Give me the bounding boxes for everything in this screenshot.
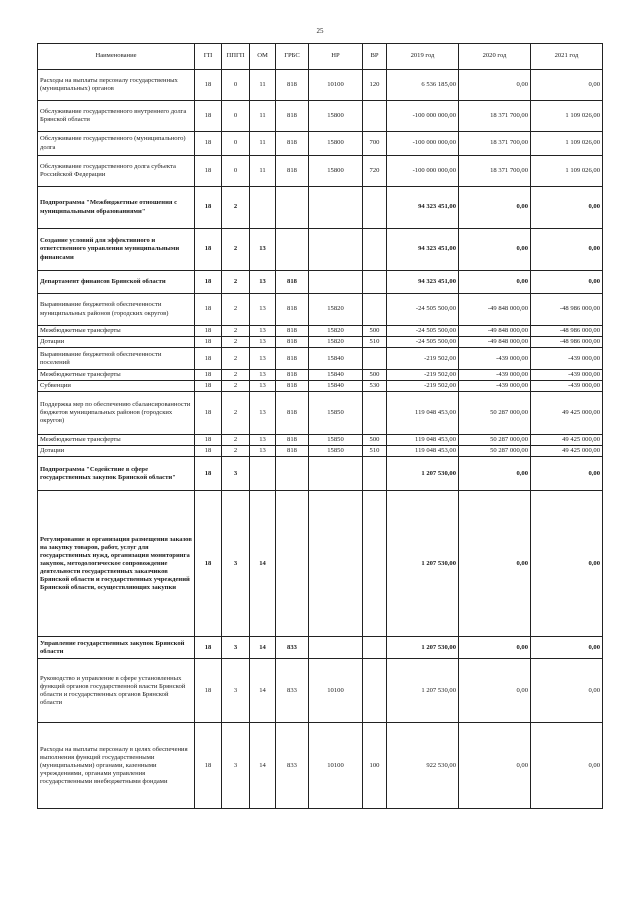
cell-y2020: 0,00 xyxy=(459,229,531,271)
cell-grbs xyxy=(276,457,309,491)
cell-ppgp: 3 xyxy=(222,457,250,491)
cell-y2020: -49 848 000,00 xyxy=(459,294,531,326)
cell-ppgp: 2 xyxy=(222,392,250,435)
cell-gp: 18 xyxy=(195,392,222,435)
cell-nr xyxy=(309,637,363,659)
cell-nr: 10100 xyxy=(309,723,363,809)
cell-ppgp: 3 xyxy=(222,637,250,659)
cell-name: Расходы на выплаты персоналу государственных (муниципальных) органов xyxy=(38,70,195,101)
cell-gp: 18 xyxy=(195,348,222,370)
cell-y2019: 6 536 185,00 xyxy=(387,70,459,101)
cell-om: 13 xyxy=(250,381,276,392)
cell-name: Межбюджетные трансферты xyxy=(38,326,195,337)
cell-om: 13 xyxy=(250,435,276,446)
cell-vr: 720 xyxy=(363,156,387,187)
cell-y2020: 0,00 xyxy=(459,457,531,491)
cell-om xyxy=(250,457,276,491)
cell-gp: 18 xyxy=(195,101,222,132)
cell-y2020: 50 287 000,00 xyxy=(459,446,531,457)
cell-name: Обслуживание государственного долга субъекта Российской Федерации xyxy=(38,156,195,187)
table-row xyxy=(38,659,603,723)
cell-y2020: 0,00 xyxy=(459,70,531,101)
cell-name: Регулирование и организация размещения заказов на закупку товаров, работ, услуг для государственных нужд, организация мониторинга закупок, методологическое сопровождение деятельности государственных заказчиков Брянской области и государственных учреждений Брянской области, осуществляющих закупки xyxy=(38,491,195,637)
table-row xyxy=(38,132,603,156)
cell-y2020: 18 371 700,00 xyxy=(459,101,531,132)
cell-ppgp: 2 xyxy=(222,229,250,271)
cell-nr: 15850 xyxy=(309,446,363,457)
cell-nr xyxy=(309,187,363,229)
cell-om: 14 xyxy=(250,723,276,809)
cell-ppgp: 3 xyxy=(222,723,250,809)
cell-gp: 18 xyxy=(195,70,222,101)
cell-ppgp: 2 xyxy=(222,187,250,229)
cell-vr: 510 xyxy=(363,337,387,348)
cell-vr: 500 xyxy=(363,370,387,381)
cell-y2021: 0,00 xyxy=(531,723,603,809)
cell-y2020: -439 000,00 xyxy=(459,381,531,392)
col-header-om: ОМ xyxy=(250,44,276,70)
cell-vr: 510 xyxy=(363,446,387,457)
budget-table xyxy=(37,43,603,809)
cell-y2020: -49 848 000,00 xyxy=(459,337,531,348)
cell-om: 14 xyxy=(250,637,276,659)
col-header-2021: 2021 год xyxy=(531,44,603,70)
cell-ppgp: 0 xyxy=(222,132,250,156)
cell-name: Подпрограмма "Межбюджетные отношения с муниципальными образованиями" xyxy=(38,187,195,229)
cell-y2020: 0,00 xyxy=(459,271,531,294)
cell-vr xyxy=(363,187,387,229)
cell-y2021: -439 000,00 xyxy=(531,348,603,370)
table-row xyxy=(38,446,603,457)
cell-grbs: 818 xyxy=(276,294,309,326)
table-row xyxy=(38,457,603,491)
cell-y2021: -439 000,00 xyxy=(531,370,603,381)
cell-grbs: 818 xyxy=(276,70,309,101)
cell-vr xyxy=(363,101,387,132)
cell-y2020: -439 000,00 xyxy=(459,370,531,381)
cell-vr xyxy=(363,457,387,491)
cell-name: Межбюджетные трансферты xyxy=(38,435,195,446)
cell-ppgp: 0 xyxy=(222,156,250,187)
cell-gp: 18 xyxy=(195,435,222,446)
cell-y2020: 50 287 000,00 xyxy=(459,392,531,435)
cell-vr xyxy=(363,637,387,659)
cell-y2019: 119 048 453,00 xyxy=(387,392,459,435)
cell-grbs: 818 xyxy=(276,132,309,156)
cell-grbs xyxy=(276,187,309,229)
cell-ppgp: 2 xyxy=(222,446,250,457)
cell-gp: 18 xyxy=(195,370,222,381)
cell-y2019: -219 502,00 xyxy=(387,370,459,381)
table-row xyxy=(38,326,603,337)
cell-name: Выравнивание бюджетной обеспеченности поселений xyxy=(38,348,195,370)
cell-y2019: -100 000 000,00 xyxy=(387,101,459,132)
cell-gp: 18 xyxy=(195,381,222,392)
cell-y2021: 0,00 xyxy=(531,187,603,229)
cell-grbs: 818 xyxy=(276,101,309,132)
cell-y2021: 49 425 000,00 xyxy=(531,392,603,435)
cell-y2021: 0,00 xyxy=(531,491,603,637)
cell-nr: 10100 xyxy=(309,70,363,101)
cell-y2020: 0,00 xyxy=(459,491,531,637)
cell-y2021: -48 986 000,00 xyxy=(531,294,603,326)
cell-grbs: 818 xyxy=(276,435,309,446)
cell-grbs: 818 xyxy=(276,348,309,370)
cell-grbs xyxy=(276,491,309,637)
cell-nr: 15840 xyxy=(309,348,363,370)
col-header-gp: ГП xyxy=(195,44,222,70)
cell-grbs: 833 xyxy=(276,723,309,809)
cell-om: 11 xyxy=(250,132,276,156)
cell-grbs: 818 xyxy=(276,381,309,392)
cell-om: 13 xyxy=(250,348,276,370)
cell-y2019: 1 207 530,00 xyxy=(387,637,459,659)
cell-gp: 18 xyxy=(195,637,222,659)
cell-vr xyxy=(363,392,387,435)
cell-vr: 120 xyxy=(363,70,387,101)
cell-y2019: 94 323 451,00 xyxy=(387,229,459,271)
table-row xyxy=(38,156,603,187)
cell-grbs: 818 xyxy=(276,392,309,435)
cell-nr xyxy=(309,491,363,637)
cell-y2020: 0,00 xyxy=(459,723,531,809)
cell-ppgp: 2 xyxy=(222,348,250,370)
cell-nr: 10100 xyxy=(309,659,363,723)
cell-name: Дотации xyxy=(38,446,195,457)
cell-y2021: 1 109 026,00 xyxy=(531,156,603,187)
cell-vr xyxy=(363,491,387,637)
cell-vr xyxy=(363,348,387,370)
cell-ppgp: 2 xyxy=(222,326,250,337)
cell-vr: 500 xyxy=(363,435,387,446)
cell-ppgp: 2 xyxy=(222,370,250,381)
cell-gp: 18 xyxy=(195,132,222,156)
cell-y2019: -100 000 000,00 xyxy=(387,132,459,156)
cell-y2021: 0,00 xyxy=(531,70,603,101)
cell-grbs: 818 xyxy=(276,337,309,348)
cell-y2019: 922 530,00 xyxy=(387,723,459,809)
col-header-grbs: ГРБС xyxy=(276,44,309,70)
cell-name: Субвенции xyxy=(38,381,195,392)
cell-om: 13 xyxy=(250,271,276,294)
table-row xyxy=(38,294,603,326)
cell-grbs xyxy=(276,229,309,271)
cell-vr xyxy=(363,229,387,271)
cell-y2021: 49 425 000,00 xyxy=(531,435,603,446)
cell-grbs: 818 xyxy=(276,326,309,337)
cell-y2019: -219 502,00 xyxy=(387,381,459,392)
cell-nr: 15840 xyxy=(309,381,363,392)
cell-name: Руководство и управление в сфере установленных функций органов государственной власти Брянской области и государственных органов Брянской области xyxy=(38,659,195,723)
cell-om: 11 xyxy=(250,156,276,187)
cell-ppgp: 2 xyxy=(222,294,250,326)
cell-om: 13 xyxy=(250,370,276,381)
cell-vr xyxy=(363,271,387,294)
cell-om: 13 xyxy=(250,337,276,348)
cell-y2021: 1 109 026,00 xyxy=(531,101,603,132)
cell-nr: 15820 xyxy=(309,337,363,348)
cell-y2019: 119 048 453,00 xyxy=(387,435,459,446)
cell-ppgp: 2 xyxy=(222,381,250,392)
cell-name: Подпрограмма "Содействие в сфере государственных закупок Брянской области" xyxy=(38,457,195,491)
cell-nr: 15820 xyxy=(309,294,363,326)
col-header-ppgp: ППГП xyxy=(222,44,250,70)
cell-y2019: -24 505 500,00 xyxy=(387,337,459,348)
cell-y2020: -49 848 000,00 xyxy=(459,326,531,337)
cell-vr: 500 xyxy=(363,326,387,337)
cell-vr: 700 xyxy=(363,132,387,156)
cell-name: Обслуживание государственного внутреннего долга Брянской области xyxy=(38,101,195,132)
cell-nr: 15840 xyxy=(309,370,363,381)
col-header-2020: 2020 год xyxy=(459,44,531,70)
table-row xyxy=(38,392,603,435)
cell-om: 14 xyxy=(250,659,276,723)
cell-y2020: 18 371 700,00 xyxy=(459,156,531,187)
cell-gp: 18 xyxy=(195,326,222,337)
cell-nr: 15800 xyxy=(309,132,363,156)
cell-grbs: 818 xyxy=(276,271,309,294)
col-header-nr: НР xyxy=(309,44,363,70)
table-row xyxy=(38,337,603,348)
cell-om: 14 xyxy=(250,491,276,637)
cell-gp: 18 xyxy=(195,457,222,491)
cell-gp: 18 xyxy=(195,229,222,271)
cell-name: Дотации xyxy=(38,337,195,348)
cell-y2019: 94 323 451,00 xyxy=(387,271,459,294)
table-row xyxy=(38,491,603,637)
cell-nr xyxy=(309,229,363,271)
cell-grbs: 818 xyxy=(276,446,309,457)
table-row xyxy=(38,271,603,294)
table-row xyxy=(38,101,603,132)
cell-om: 13 xyxy=(250,446,276,457)
table-row xyxy=(38,381,603,392)
cell-gp: 18 xyxy=(195,659,222,723)
cell-y2021: -48 986 000,00 xyxy=(531,337,603,348)
cell-name: Поддержка мер по обеспечению сбалансированности бюджетов муниципальных районов (городских округов) xyxy=(38,392,195,435)
cell-om: 11 xyxy=(250,101,276,132)
cell-y2020: 0,00 xyxy=(459,637,531,659)
cell-y2020: -439 000,00 xyxy=(459,348,531,370)
cell-vr: 100 xyxy=(363,723,387,809)
cell-y2020: 0,00 xyxy=(459,187,531,229)
cell-name: Обслуживание государственного (муниципального) долга xyxy=(38,132,195,156)
cell-gp: 18 xyxy=(195,294,222,326)
cell-gp: 18 xyxy=(195,337,222,348)
page-number: 25 xyxy=(316,27,324,35)
cell-nr: 15850 xyxy=(309,435,363,446)
cell-grbs: 833 xyxy=(276,659,309,723)
cell-grbs: 833 xyxy=(276,637,309,659)
cell-gp: 18 xyxy=(195,723,222,809)
cell-grbs: 818 xyxy=(276,370,309,381)
cell-ppgp: 2 xyxy=(222,271,250,294)
table-row xyxy=(38,723,603,809)
table-row xyxy=(38,187,603,229)
cell-y2021: -48 986 000,00 xyxy=(531,326,603,337)
table-row xyxy=(38,348,603,370)
cell-name: Выравнивание бюджетной обеспеченности муниципальных районов (городских округов) xyxy=(38,294,195,326)
cell-vr xyxy=(363,659,387,723)
cell-nr: 15820 xyxy=(309,326,363,337)
cell-nr xyxy=(309,271,363,294)
cell-nr: 15850 xyxy=(309,392,363,435)
cell-name: Расходы на выплаты персоналу в целях обеспечения выполнения функций государственными (муниципальными) органами, казенными учреждениями, органами управления государственными внебюджетными фондами xyxy=(38,723,195,809)
cell-gp: 18 xyxy=(195,156,222,187)
cell-name: Управление государственных закупок Брянской области xyxy=(38,637,195,659)
cell-nr: 15800 xyxy=(309,101,363,132)
col-header-vr: ВР xyxy=(363,44,387,70)
cell-nr xyxy=(309,457,363,491)
cell-name: Межбюджетные трансферты xyxy=(38,370,195,381)
cell-ppgp: 3 xyxy=(222,659,250,723)
cell-y2021: 0,00 xyxy=(531,457,603,491)
cell-y2021: 0,00 xyxy=(531,271,603,294)
table-row xyxy=(38,435,603,446)
cell-y2021: 49 425 000,00 xyxy=(531,446,603,457)
cell-om: 13 xyxy=(250,229,276,271)
cell-y2021: 0,00 xyxy=(531,659,603,723)
cell-ppgp: 3 xyxy=(222,491,250,637)
cell-ppgp: 0 xyxy=(222,101,250,132)
cell-y2019: 119 048 453,00 xyxy=(387,446,459,457)
cell-om xyxy=(250,187,276,229)
cell-y2021: 1 109 026,00 xyxy=(531,132,603,156)
cell-grbs: 818 xyxy=(276,156,309,187)
cell-y2019: -219 502,00 xyxy=(387,348,459,370)
cell-y2019: -100 000 000,00 xyxy=(387,156,459,187)
cell-y2020: 0,00 xyxy=(459,659,531,723)
cell-y2021: 0,00 xyxy=(531,229,603,271)
cell-ppgp: 2 xyxy=(222,435,250,446)
col-header-2019: 2019 год xyxy=(387,44,459,70)
cell-gp: 18 xyxy=(195,446,222,457)
cell-y2019: -24 505 500,00 xyxy=(387,326,459,337)
table-row xyxy=(38,637,603,659)
cell-om: 11 xyxy=(250,70,276,101)
cell-name: Департамент финансов Брянской области xyxy=(38,271,195,294)
cell-gp: 18 xyxy=(195,187,222,229)
cell-y2020: 18 371 700,00 xyxy=(459,132,531,156)
cell-om: 13 xyxy=(250,294,276,326)
cell-y2021: 0,00 xyxy=(531,637,603,659)
cell-y2019: 1 207 530,00 xyxy=(387,457,459,491)
table-row xyxy=(38,229,603,271)
col-header-name: Наименование xyxy=(38,44,195,70)
cell-y2019: 1 207 530,00 xyxy=(387,659,459,723)
cell-vr: 530 xyxy=(363,381,387,392)
cell-y2021: -439 000,00 xyxy=(531,381,603,392)
cell-gp: 18 xyxy=(195,271,222,294)
cell-y2019: -24 505 500,00 xyxy=(387,294,459,326)
cell-nr: 15800 xyxy=(309,156,363,187)
cell-ppgp: 0 xyxy=(222,70,250,101)
cell-name: Создание условий для эффективного и ответственного управления муниципальными финансами xyxy=(38,229,195,271)
cell-y2019: 1 207 530,00 xyxy=(387,491,459,637)
cell-vr xyxy=(363,294,387,326)
cell-om: 13 xyxy=(250,392,276,435)
cell-y2019: 94 323 451,00 xyxy=(387,187,459,229)
cell-om: 13 xyxy=(250,326,276,337)
cell-y2020: 50 287 000,00 xyxy=(459,435,531,446)
cell-ppgp: 2 xyxy=(222,337,250,348)
cell-gp: 18 xyxy=(195,491,222,637)
header-row xyxy=(38,44,603,70)
table-row xyxy=(38,370,603,381)
table-row xyxy=(38,70,603,101)
